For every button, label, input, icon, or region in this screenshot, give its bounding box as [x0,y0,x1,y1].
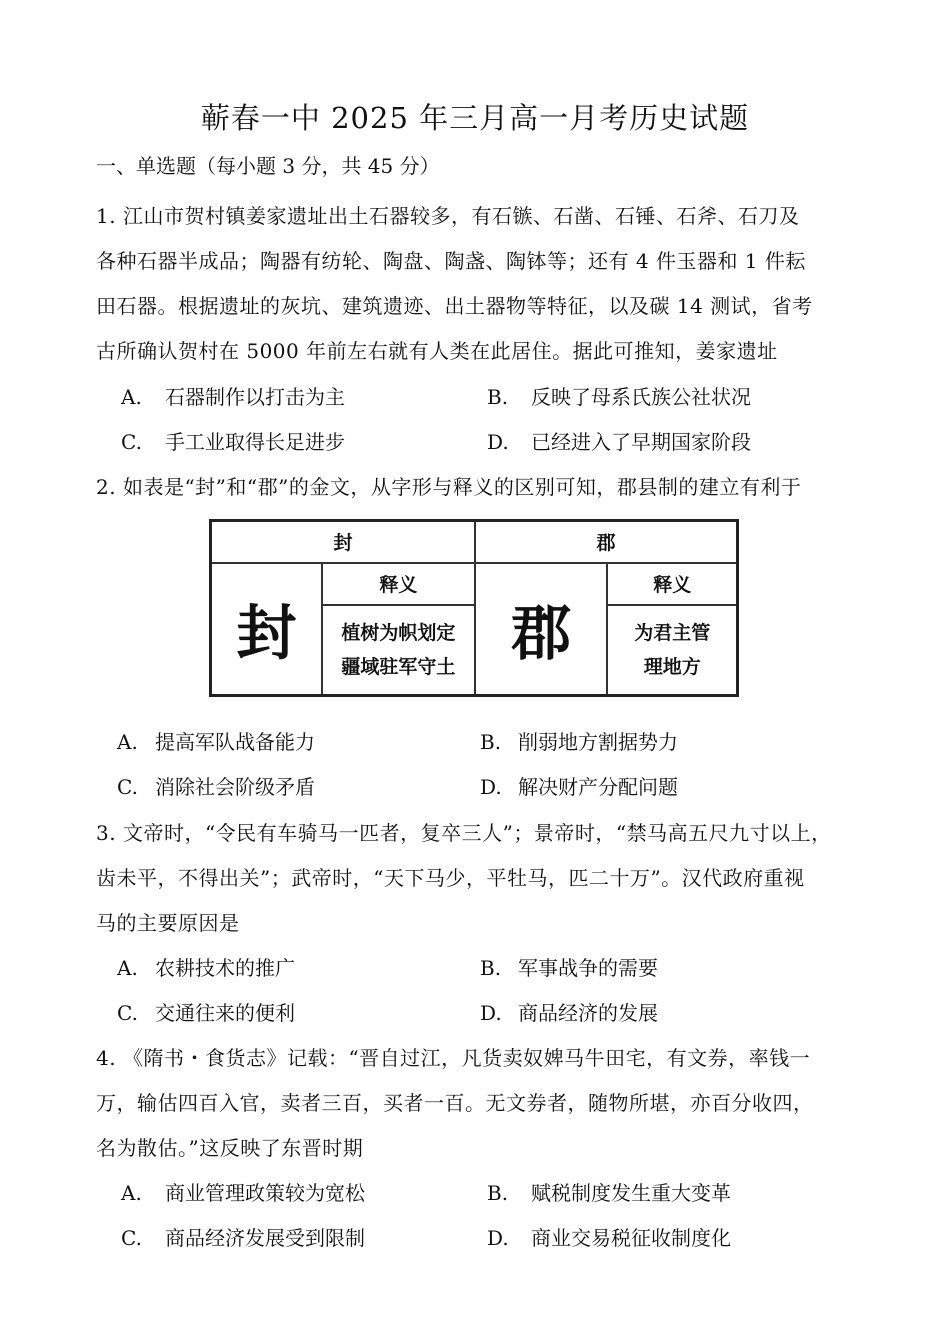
q4-option-a[interactable] [121,1177,365,1206]
question-3-line: 3. 文帝时，“令民有车骑马一匹者，复卒三人”；景帝时，“禁马高五尺九寸以上， [96,821,832,845]
question-1-line: 1. 江山市贺村镇姜家遗址出土石器较多，有石镞、石凿、石锤、石斧、石刀及 [96,204,800,228]
option-text: 已经进入了早期国家阶段 [531,430,751,454]
label-feng: 释义 [322,563,475,605]
q2-option-b[interactable] [480,726,678,755]
question-4-line: 万，输估四百入官，卖者三百，买者一百。无文券者，随物所堪，亦百分收四， [96,1091,814,1115]
question-3-line: 马的主要原因是 [96,911,240,935]
question-3-line: 齿未平，不得出关”；武帝时，“天下马少，平牡马，匹二十万”。汉代政府重视 [96,866,805,890]
question-1-line: 古所确认贺村在 5000 年前左右就有人类在此居住。据此可推知，姜家遗址 [96,339,778,363]
question-1-line: 各种石器半成品；陶器有纺轮、陶盘、陶盏、陶钵等；还有 4 件玉器和 1 件耘 [96,249,806,273]
option-text: 石器制作以打击为主 [165,385,345,409]
option-key: D. [487,430,509,454]
glyph-jun-char: 郡 [511,598,572,669]
option-key: D. [480,1001,502,1025]
option-key: A. [117,956,138,980]
option-text: 农耕技术的推广 [155,956,295,980]
glyph-feng [211,563,322,696]
q1-option-a[interactable] [121,381,345,410]
option-key: D. [480,775,502,799]
option-key: B. [487,1181,509,1205]
question-1-line: 田石器。根据遗址的灰坑、建筑遗迹、出土器物等特征，以及碳 14 测试，省考 [96,294,813,318]
option-text: 提高军队战备能力 [155,730,315,754]
q3-option-b[interactable] [480,952,658,981]
q1-option-c[interactable] [121,426,345,455]
label-jun: 释义 [607,563,737,605]
option-text: 商品经济的发展 [518,1001,658,1025]
option-key: C. [121,430,142,454]
question-4-line: 4. 《隋书・食货志》记载：“晋自过江，凡货卖奴婢马牛田宅，有文券，率钱一 [96,1046,811,1070]
question-2-line: 2. 如表是“封”和“郡”的金文，从字形与释义的区别可知，郡县制的建立有利于 [96,475,802,499]
option-key: A. [121,385,142,409]
q4-option-c[interactable] [121,1222,365,1251]
q2-option-a[interactable] [117,726,315,755]
meaning-feng-line: 疆域驻军守土 [341,655,456,678]
option-key: A. [117,730,138,754]
option-text: 军事战争的需要 [518,956,658,980]
option-key: A. [121,1181,142,1205]
meaning-feng [322,605,475,696]
option-text: 商业交易税征收制度化 [531,1226,731,1250]
option-text: 交通往来的便利 [155,1001,295,1025]
q4-option-b[interactable] [487,1177,731,1206]
option-text: 商业管理政策较为宽松 [165,1181,365,1205]
option-key: D. [487,1226,509,1250]
q2-option-d[interactable] [480,771,678,800]
q3-option-a[interactable] [117,952,295,981]
meaning-jun [607,605,737,696]
q3-option-d[interactable] [480,997,658,1026]
q3-option-c[interactable] [117,997,295,1026]
option-key: C. [117,775,138,799]
q1-option-b[interactable] [487,381,751,410]
q4-option-d[interactable] [487,1222,731,1251]
option-text: 赋税制度发生重大变革 [531,1181,731,1205]
meaning-feng-line: 植树为帜划定 [341,621,456,644]
bronze-script-table [209,519,739,697]
table-header-feng: 封 [211,521,475,563]
option-text: 消除社会阶级矛盾 [155,775,315,799]
option-key: C. [117,1001,138,1025]
glyph-jun [475,563,607,696]
section-heading: 一、单选题（每小题 3 分，共 45 分） [96,154,440,178]
question-4-line: 名为散估。”这反映了东晋时期 [96,1136,364,1160]
option-text: 反映了母系氏族公社状况 [531,385,751,409]
table-header-jun: 郡 [475,521,738,563]
option-key: C. [121,1226,142,1250]
option-key: B. [480,956,502,980]
option-text: 手工业取得长足进步 [165,430,345,454]
option-text: 削弱地方割据势力 [518,730,678,754]
meaning-jun-line: 为君主管 [634,621,711,644]
option-text: 解决财产分配问题 [518,775,678,799]
option-key: B. [480,730,502,754]
page-title: 蕲春一中 2025 年三月高一月考历史试题 [200,101,750,135]
option-key: B. [487,385,509,409]
glyph-feng-char: 封 [236,598,297,669]
meaning-jun-line: 理地方 [643,655,701,678]
q1-option-d[interactable] [487,426,751,455]
q2-option-c[interactable] [117,771,315,800]
option-text: 商品经济发展受到限制 [165,1226,365,1250]
